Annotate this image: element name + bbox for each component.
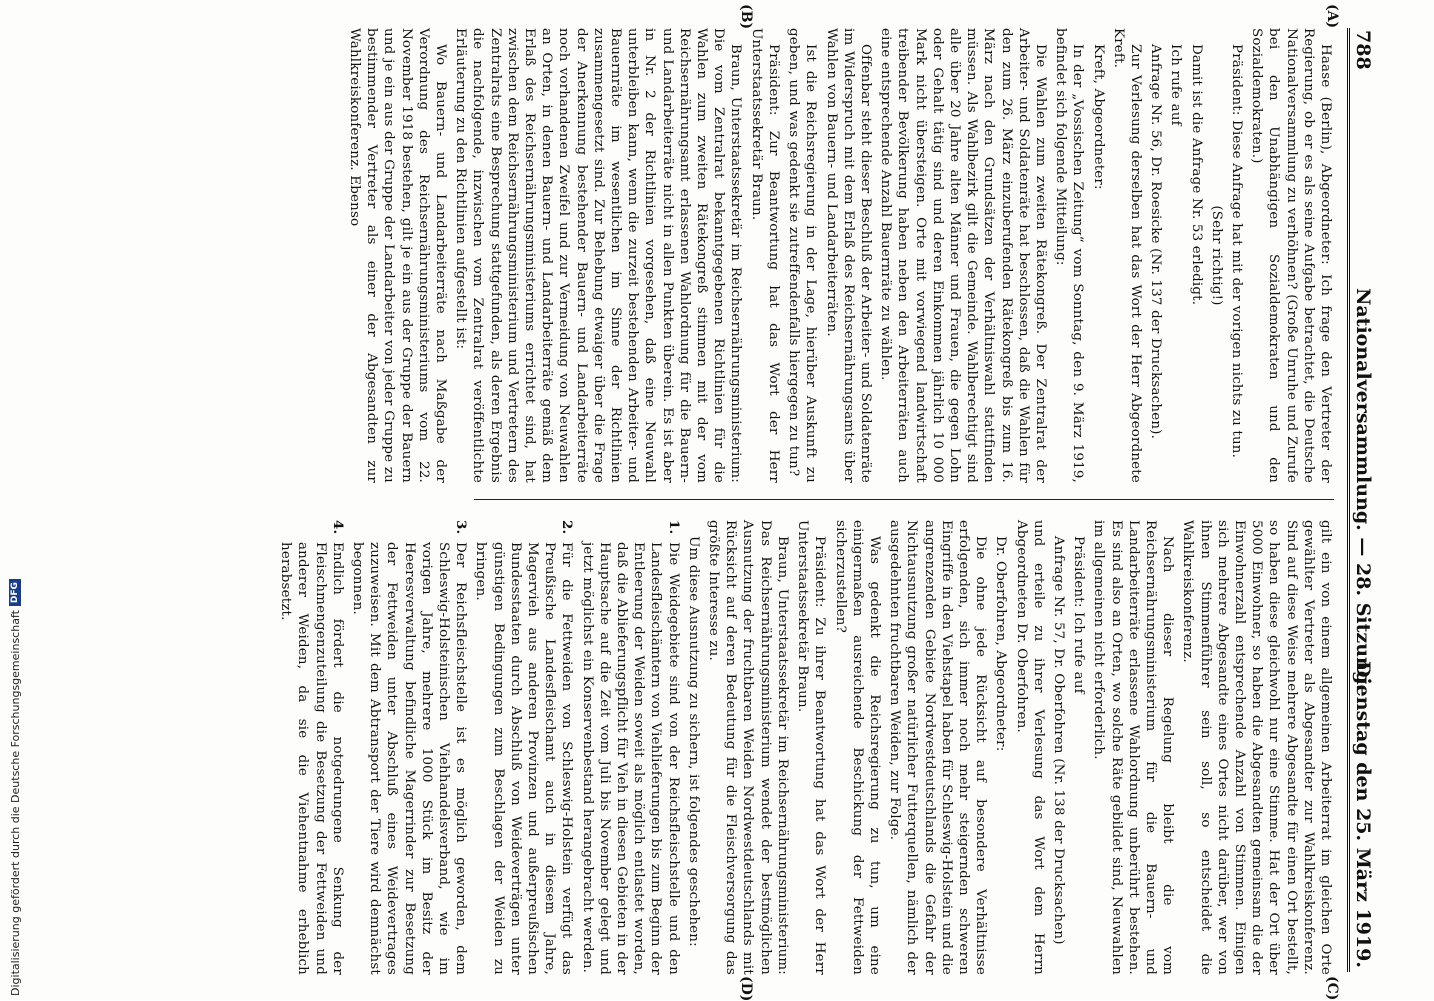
- list-item: 2. Für die Fettweiden von Schleswig-Holstein verfügt das Preußische Landesfleischamt auch in diesem Jahre, Magervieh aus anderen Provinzen und außerpreußischen Bundesstaaten durch Abschluß von Weideverträgen unter günstigen Bedingungen zum Beschlagen der Weiden zu bringen.: [473, 520, 576, 975]
- column-divider: [474, 499, 1334, 500]
- right-column: [274, 520, 1334, 975]
- paragraph: Anfrage Nr. 57, Dr. Oberfohren (Nr. 138 der Drucksachen): [1050, 536, 1066, 945]
- margin-mark-d: (D): [738, 976, 754, 1001]
- paragraph: Was gedenkt die Reichsregierung zu tun, um eine einigermaßen ausreichende Beschickung der Fettweiden sicherzustellen?: [832, 520, 882, 975]
- paragraph: Braun, Unterstaatssekretär im Reichsernährungsministerium: Die vom Zentralrat bekanntgegebenen Richtlinien für die Wahlen zum zweiten Rätekongreß stimmen mit der vom Reichsernährungsamt erlassenen Wahlordnung für die Bauern- und Landarbeiterräte nicht in allen Punkten überein. Es ist aber in Nr. 2 der Richtlinien vorgesehen, daß eine Neuwahl unterbleiben kann, wenn die zurzeit bestehenden Arbeiter- und Bauernräte im wesentlichen im Sinne der Richtlinien zusammengesetzt sind. Zur Behebung etwaiger über die Frage der Anerkennung bestehender Bauern- und Landarbeiterräte noch vorhandenen Zweifel und zur Vermeidung von Neuwahlen an Orten, in denen Bauern- und Landarbeiterräte gemäß dem Erlaß des Reichsernährungsministeriums errichtet sind, hat zwischen dem Reichsernährungsministerium und Vertretern des Zentralrats eine Besprechung stattgefunden, als deren Ergebnis die nachfolgende, inzwischen vom Zentralrat veröffentlichte Erläuterung zu den Richtlinien aufgestellt ist:: [453, 28, 744, 483]
- session-date: Dienstag den 25. März 1919.: [1352, 660, 1374, 968]
- margin-mark-b: (B): [738, 4, 754, 30]
- measures-list: [277, 520, 682, 975]
- list-item: 1. Die Weidegebiete sind von der Reichsfleischstelle und den Landesfleischämtern von Viehlieferungen bis zum Beginn der Entleerung der Weiden soweit als möglich entlastet worden, daß die Ablieferungspflicht für Vieh in diesen Gebieten in der Hauptsache auf die Zeit vom Juli bis November gelegt und jetzt möglichst ein Konservenbestand herangebracht werden.: [579, 520, 682, 975]
- margin-mark-a: (A): [1324, 4, 1340, 29]
- paragraph: Offenbar steht dieser Beschluß der Arbeiter- und Soldatenräte im Widerspruch mit dem Erlaß des Reichsernährungsamts über Wahlen von Bauern- und Landarbeiterräten.: [823, 28, 873, 483]
- list-item: 4. Endlich fördert die notgedrungene Senkung der Fleischmengenzuteilung die Besetzung der Fettweiden und anderer Weiden, da sie die Viehentnahme erheblich herabsetzt.: [278, 520, 346, 975]
- quoted-text: Die ohne jede Rücksicht auf besondere Verhältnisse erfolgenden, sich immer noch mehr steigernden schweren Eingriffe in den Viehstapel haben für Schleswig-Holstein und die angrenzenden Gebiete Nordwestdeutschlands die Gefahr der Nichtausnutzung großer natürlicher Futterquellen, nämlich der ausgedehnten fruchtbaren Weiden, zur Folge.: [887, 520, 989, 975]
- quoted-text: Die Wahlen zum zweiten Rätekongreß. Der Zentralrat der Arbeiter- und Soldatenräte hat beschlossen, daß die Wahlen für den zum 26. März einzuberufenden Rätekongreß bis zum 16. März nach den Grundsätzen der Verhältniswahl stattfinden müssen. Als Wahlbezirk gilt die Gemeinde. Wahlberechtigt sind alle über 20 Jahre alten Männer und Frauen, die gegen Lohn oder Gehalt tätig sind und deren Einkommen jährlich 10 000 Mark nicht übersteigen. Orte mit vorwiegend landwirtschaft treibender Bevölkerung haben neben den Arbeiterräten auch eine entsprechende Anzahl Bauernräte zu wählen.: [878, 28, 1048, 483]
- margin-mark-c: (C): [1324, 976, 1340, 1001]
- paragraph: Präsident: Ich rufe auf: [1071, 536, 1087, 694]
- quoted-text: gilt ein von einem allgemeinen Arbeiterrat im gleichen Orte gewählter Vertreter als Abgesandter zur Wahlkreiskonferenz. Sind auf diese Weise mehrere Abgesandte für einen Ort bestellt, so haben diese gleichwohl nur eine Stimme. Hat der Ort über 5000 Einwohner, so haben die Abgesandten gemeinsam die der Einwohnerzahl entsprechende Anzahl von Stimmen. Einigen sich mehrere Abgesandte eines Ortes nicht darüber, wer von ihnen Stimmenführer sein soll, so entscheidet die Wahlkreiskonferenz.: [1180, 520, 1333, 975]
- session-title: Nationalversammlung. — 28. Sitzung.: [1352, 288, 1374, 691]
- paragraph: Zur Verlesung derselben hat das Wort der Herr Abgeordnete Kreft.: [1110, 28, 1143, 483]
- running-header: [1347, 28, 1376, 972]
- paragraph: Präsident: Zur Beantwortung hat das Wort der Herr Unterstaatssekretär Braun.: [748, 28, 781, 483]
- paragraph: In der „Vossischen Zeitung“ vom Sonntag, den 9. März 1919, befindet sich folgende Mitteilung:: [1053, 28, 1086, 483]
- paragraph: Haase (Berlin), Abgeordneter: Ich frage den Vertreter der Regierung, ob er es als seine Aufgabe betrachtet, die Deutsche Nationalversammlung zu verhöhnen? (Große Unruhe und Zurufe bei den Unabhängigen Sozialdemokraten und den Sozialdemokraten.): [1249, 28, 1333, 483]
- interjection: (Sehr richtig!): [1208, 205, 1224, 306]
- paragraph: Nach dieser Regelung bleibt die vom Reichsernährungsministerium für die Bauern- und Landarbeiterräte erlassene Wahlordnung unberührt bestehen. Es sind also an Orten, wo solche Räte gebildet sind, Neuwahlen im allgemeinen nicht erforderlich.: [1091, 520, 1176, 975]
- page-number: 788: [1352, 30, 1374, 70]
- paragraph: Anfrage Nr. 56, Dr. Roesicke (Nr. 137 der Drucksachen).: [1148, 44, 1164, 440]
- paragraph: Braun, Unterstaatssekretär im Reichsernährungsministerium: Das Reichsernährungsministerium wendet der bestmöglichen Ausnutzung der fruchtbaren Weiden Nordwestdeutschlands mit Rücksicht auf deren Bedeutung für die Fleischversorgung das größte Interesse zu.: [706, 520, 790, 975]
- list-item: 3. Der Reichsfleischstelle ist es möglich geworden, dem Schleswig-Holsteinischen Viehhandelsverband, wie im vorigen Jahre, mehrere 1000 Stück im Besitz der Heeresverwaltung befindliche Magerrinder zur Besetzung der Fettweiden unter Abschluß eines Weidevertrages zuzuweisen. Mit dem Abtransport der Tiere wird demnächst begonnen.: [350, 520, 470, 975]
- speaker-line: Kreft, Abgeordneter:: [1090, 44, 1106, 190]
- dfg-logo: DFG: [9, 579, 21, 606]
- left-column: [343, 28, 1334, 483]
- paragraph: Ich rufe auf: [1168, 44, 1184, 126]
- paragraph: Präsident: Diese Anfrage hat mit der vorigen nichts zu tun.: [1228, 44, 1244, 459]
- quoted-text: Wo Bauern- und Landarbeiterräte nach Maßgabe der Verordnung des Reichsernährungsministeriums vom 22. November 1918 bestehen, gilt je ein aus der Gruppe der Bauern und je ein aus der Gruppe der Landarbeiter von jeder Gruppe zu bestimmender Vertreter als einer der Abgesandten zur Wahlkreiskonferenz. Ebenso: [347, 28, 449, 483]
- funding-text: Digitalisierung gefördert durch die Deutsche Forschungsgemeinschaft: [8, 610, 22, 996]
- paragraph: Um diese Ausnutzung zu sichern, ist folgendes geschehen:: [685, 536, 701, 947]
- speaker-line: Dr. Oberfohren, Abgeordneter:: [993, 536, 1009, 752]
- funding-note: [6, 16, 24, 996]
- paragraph: Damit ist die Anfrage Nr. 53 erledigt.: [1188, 44, 1204, 306]
- paragraph: Ist die Reichsregierung in der Lage, hierüber Auskunft zu geben, und was gedenkt sie zutreffendenfalls hiergegen zu tun?: [786, 28, 819, 483]
- paragraph: und erteile zu ihrer Verlesung das Wort dem Herrn Abgeordneten Dr. Oberfohren.: [1013, 520, 1046, 975]
- paragraph: Präsident: Zu ihrer Beantwortung hat das Wort der Herr Unterstaatssekretär Braun.: [795, 520, 828, 975]
